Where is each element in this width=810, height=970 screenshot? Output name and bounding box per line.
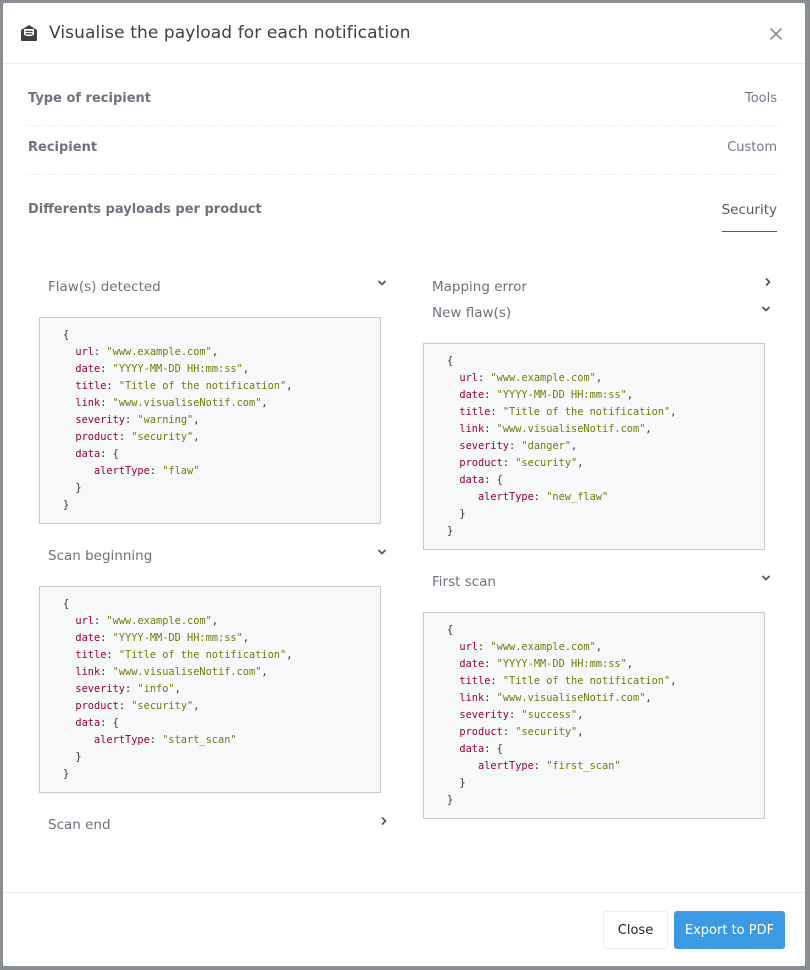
envelope-open-icon bbox=[19, 23, 39, 43]
code-line: link: "www.visualiseNotif.com", bbox=[459, 692, 652, 704]
code-line: link: "www.visualiseNotif.com", bbox=[75, 666, 268, 678]
code-line: product: "security", bbox=[459, 457, 584, 469]
payloads-row bbox=[28, 200, 777, 236]
code-line: } bbox=[63, 499, 70, 511]
recipient-type-row bbox=[28, 77, 777, 126]
code-line: } bbox=[459, 777, 466, 789]
code-line: severity: "warning", bbox=[75, 414, 200, 426]
code-line: data: { bbox=[459, 474, 503, 486]
code-line: date: "YYYY-MM-DD HH:mm:ss", bbox=[459, 389, 634, 401]
chevron-down-icon[interactable] bbox=[377, 278, 387, 288]
payload-modal bbox=[3, 3, 805, 966]
accordion-scan-end[interactable]: Scan end bbox=[48, 817, 111, 833]
code-line: alertType: "new_flaw" bbox=[478, 491, 609, 503]
code-line: alertType: "flaw" bbox=[94, 465, 200, 477]
accordion-new-flaws[interactable]: New flaw(s) bbox=[432, 305, 512, 321]
chevron-down-icon[interactable] bbox=[761, 304, 771, 314]
modal-header bbox=[3, 3, 805, 64]
code-line: } bbox=[459, 508, 466, 520]
code-line: { bbox=[63, 329, 70, 341]
payload-code-flaws-detected bbox=[39, 317, 381, 524]
code-line: data: { bbox=[459, 743, 503, 755]
recipient-value: Custom bbox=[727, 140, 777, 155]
code-line: title: "Title of the notification", bbox=[75, 649, 293, 661]
code-line: severity: "danger", bbox=[459, 440, 578, 452]
code-line: { bbox=[447, 355, 454, 367]
accordion-scan-beginning[interactable]: Scan beginning bbox=[48, 548, 153, 564]
code-line: title: "Title of the notification", bbox=[459, 675, 677, 687]
code-line: link: "www.visualiseNotif.com", bbox=[459, 423, 652, 435]
code-line: date: "YYYY-MM-DD HH:mm:ss", bbox=[75, 632, 250, 644]
code-line: date: "YYYY-MM-DD HH:mm:ss", bbox=[75, 363, 250, 375]
code-line: url: "www.example.com", bbox=[459, 641, 603, 653]
code-line: title: "Title of the notification", bbox=[75, 380, 293, 392]
code-line: url: "www.example.com", bbox=[75, 615, 219, 627]
chevron-right-icon[interactable] bbox=[763, 277, 773, 287]
code-line: alertType: "first_scan" bbox=[478, 760, 621, 772]
recipient-type-label: Type of recipient bbox=[28, 91, 151, 106]
chevron-right-icon[interactable] bbox=[379, 816, 389, 826]
code-line: data: { bbox=[75, 717, 119, 729]
code-line: url: "www.example.com", bbox=[75, 346, 219, 358]
code-line: alertType: "start_scan" bbox=[94, 734, 237, 746]
code-line: } bbox=[447, 794, 454, 806]
accordion-flaws-detected[interactable]: Flaw(s) detected bbox=[48, 279, 161, 295]
code-line: date: "YYYY-MM-DD HH:mm:ss", bbox=[459, 658, 634, 670]
code-line: } bbox=[63, 768, 70, 780]
code-line: } bbox=[75, 482, 82, 494]
code-line: { bbox=[447, 624, 454, 636]
export-pdf-button[interactable]: Export to PDF bbox=[674, 911, 785, 949]
code-line: { bbox=[63, 598, 70, 610]
recipient-row bbox=[28, 126, 777, 175]
code-line: product: "security", bbox=[75, 431, 200, 443]
code-line: product: "security", bbox=[459, 726, 584, 738]
code-line: severity: "info", bbox=[75, 683, 181, 695]
payload-code-new-flaws bbox=[423, 343, 765, 550]
payload-code-scan-beginning bbox=[39, 586, 381, 793]
code-line: severity: "success", bbox=[459, 709, 584, 721]
code-line: product: "security", bbox=[75, 700, 200, 712]
payloads-label: Differents payloads per product bbox=[28, 202, 262, 217]
modal-title: Visualise the payload for each notification bbox=[49, 23, 411, 43]
code-line: } bbox=[447, 525, 454, 537]
code-line: url: "www.example.com", bbox=[459, 372, 603, 384]
tab-security[interactable]: Security bbox=[722, 202, 777, 232]
payload-code-first-scan bbox=[423, 612, 765, 819]
recipient-type-value: Tools bbox=[744, 91, 777, 106]
close-icon[interactable] bbox=[769, 27, 783, 41]
accordion-mapping-error[interactable]: Mapping error bbox=[432, 279, 527, 295]
chevron-down-icon[interactable] bbox=[761, 573, 771, 583]
modal-footer bbox=[3, 892, 805, 966]
accordion-first-scan[interactable]: First scan bbox=[432, 574, 496, 590]
recipient-label: Recipient bbox=[28, 140, 98, 155]
code-line: } bbox=[75, 751, 82, 763]
chevron-down-icon[interactable] bbox=[377, 547, 387, 557]
code-line: link: "www.visualiseNotif.com", bbox=[75, 397, 268, 409]
close-button[interactable]: Close bbox=[603, 911, 668, 949]
code-line: data: { bbox=[75, 448, 119, 460]
code-line: title: "Title of the notification", bbox=[459, 406, 677, 418]
